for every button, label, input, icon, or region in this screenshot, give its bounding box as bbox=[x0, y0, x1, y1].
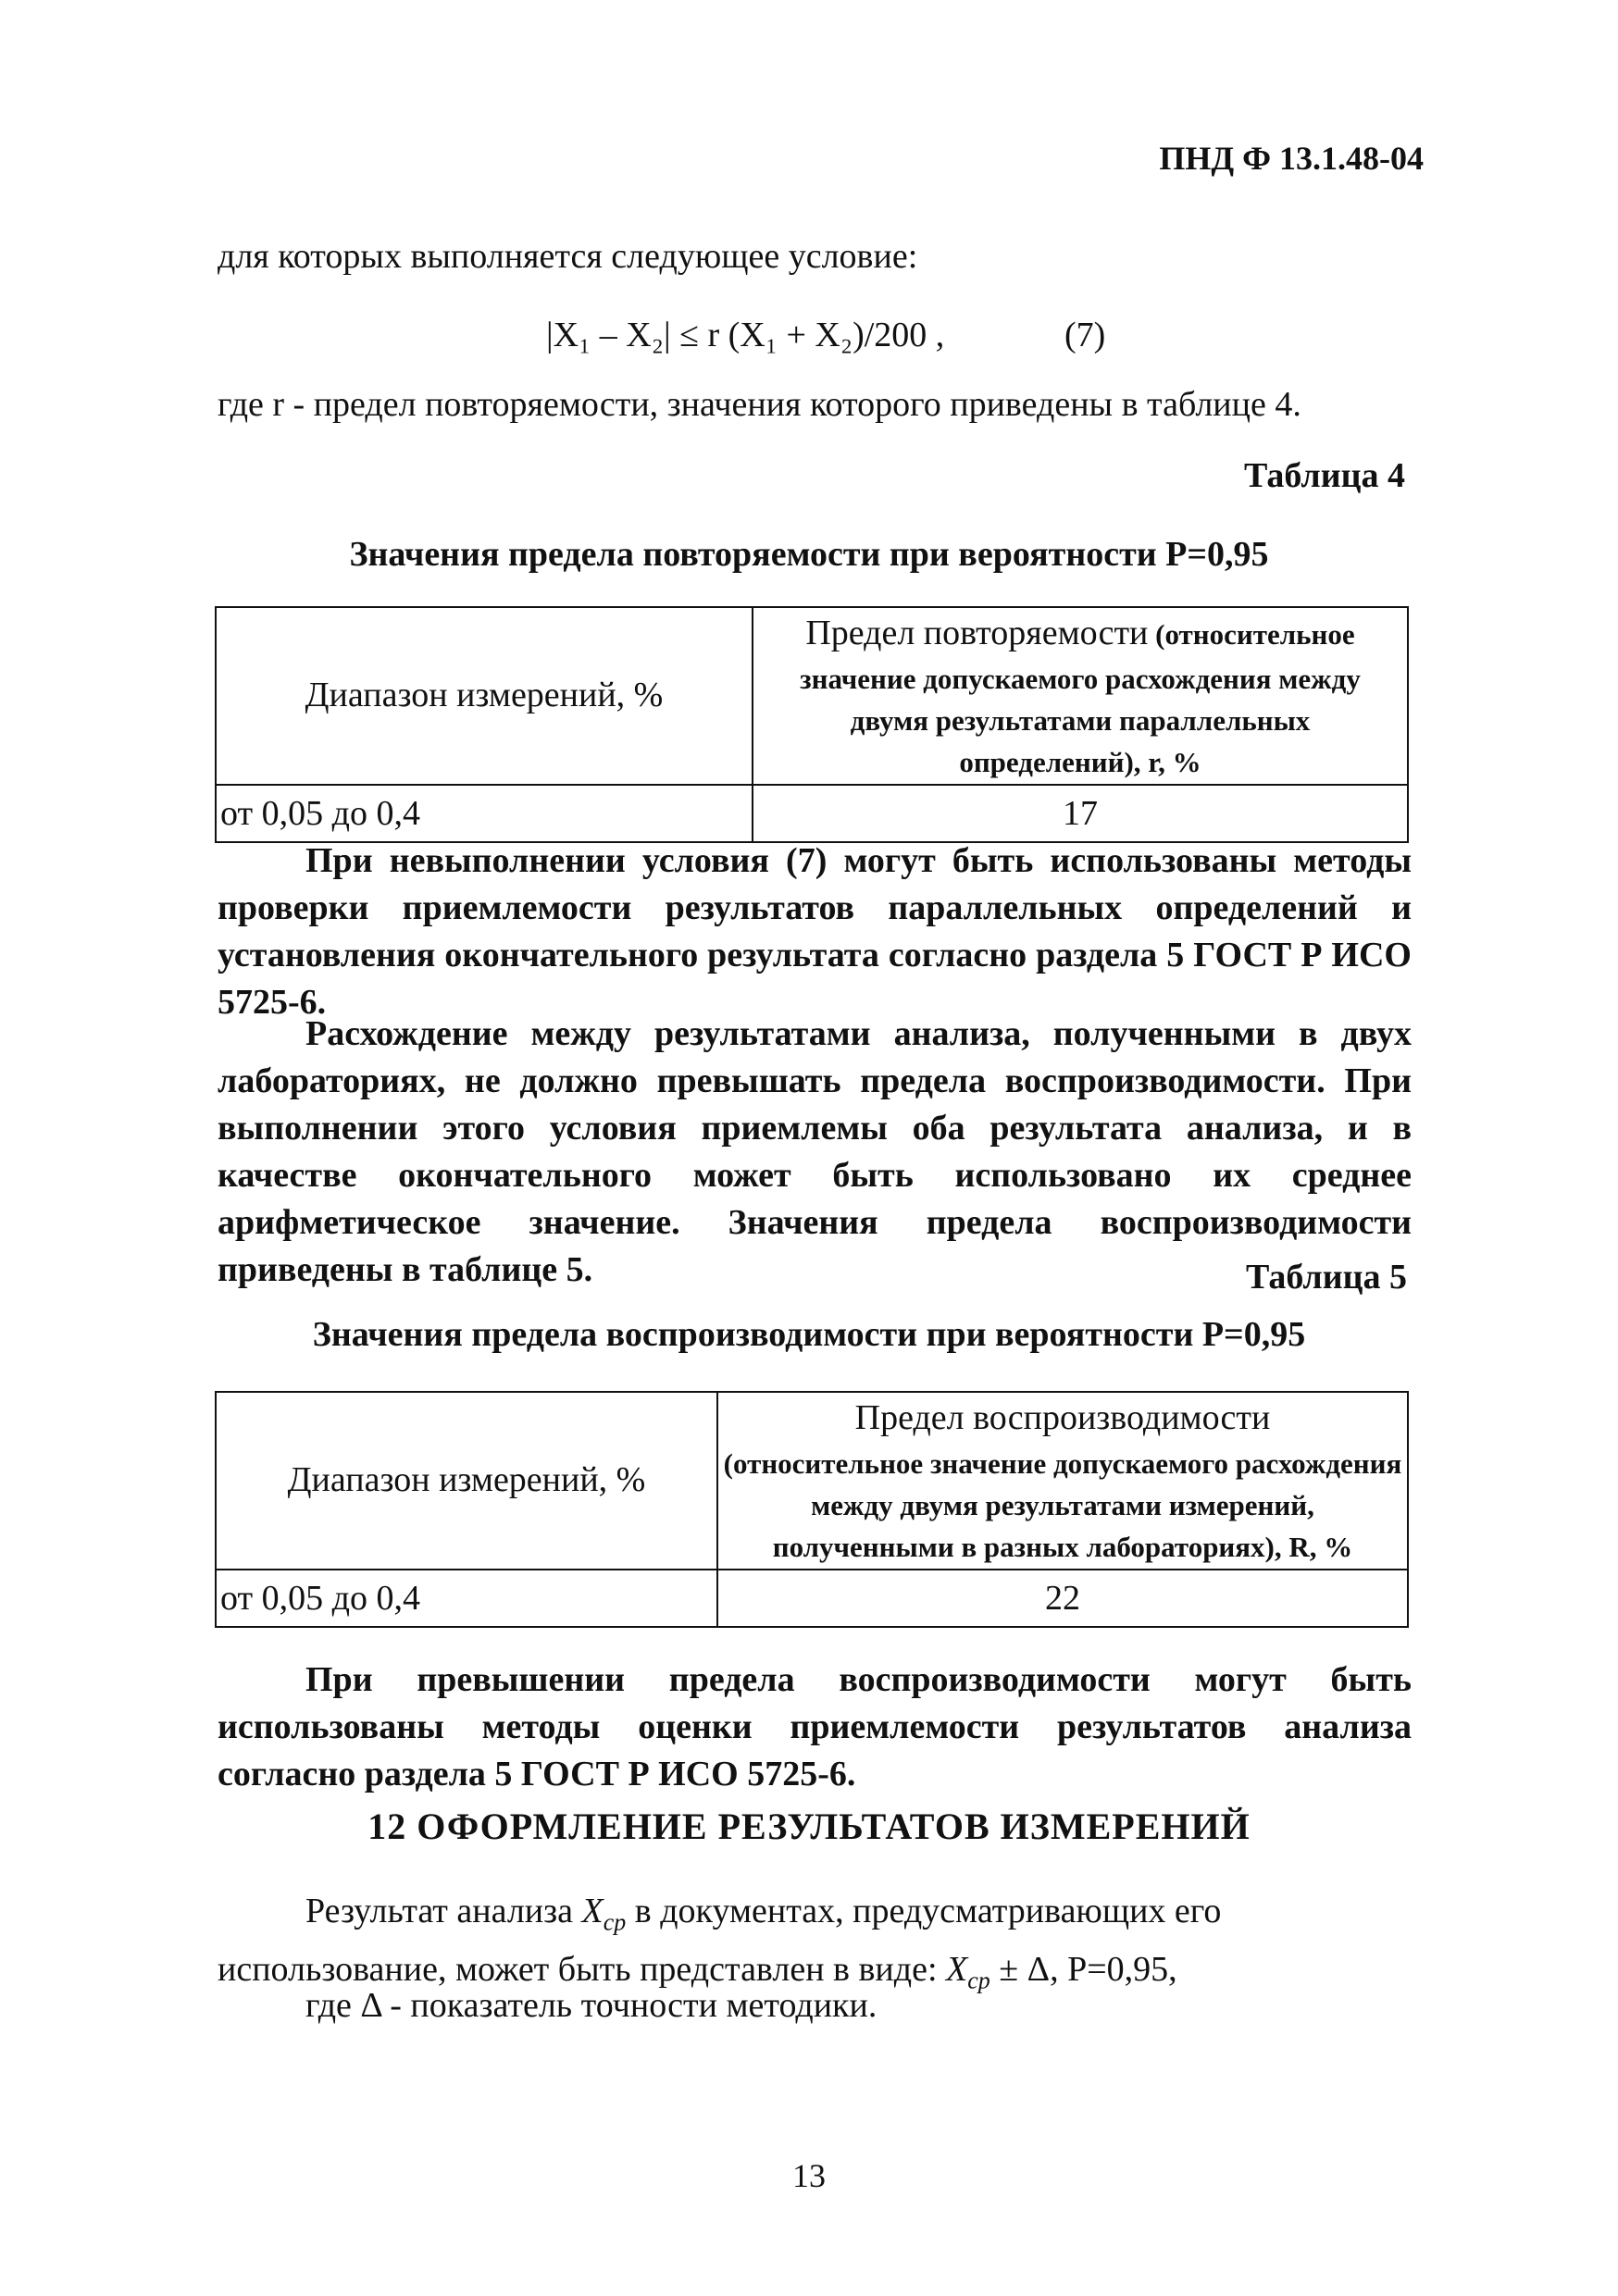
table-row bbox=[216, 1570, 1408, 1627]
table5-header-col2 bbox=[717, 1392, 1408, 1570]
paragraph-1 bbox=[218, 838, 1412, 1026]
table5-header-row bbox=[216, 1392, 1408, 1570]
where-r-text: где r - предел повторяемости, значения которого приведены в таблице 4. bbox=[218, 385, 1301, 424]
table5-title: Значения предела воспроизводимости при вероятности P=0,95 bbox=[312, 1315, 1306, 1354]
table4-value-cell: 17 bbox=[753, 785, 1408, 842]
paragraph-2-text: Расхождение между результатами анализа, полученными в двух лабораториях, не должно превышать предела воспроизводимости. При выполнении этого условия приемлемы оба результата анализа, и в качестве окончательного может быть использовано их среднее арифметическое значение. Значения предела воспроизводимости приведены в таблице 5. bbox=[218, 1014, 1412, 1289]
formula-expression: |X₁ – X₂| ≤ r (X₁ + X₂)/200 , bbox=[546, 316, 945, 354]
result-text-part1: Результат анализа bbox=[305, 1892, 573, 1930]
result-symbol-xcp: $X_{cp}$ bbox=[581, 1892, 627, 1936]
table4-label: Таблица 4 bbox=[1243, 456, 1405, 495]
table5 bbox=[215, 1391, 1409, 1628]
table4-header-col2-rest: (относительное значение допускаемого расхождения между двумя результатами параллельных определений), r, % bbox=[800, 618, 1361, 778]
table4 bbox=[215, 606, 1409, 843]
formula-7 bbox=[546, 315, 1105, 355]
paragraph-1-text: При невыполнении условия (7) могут быть использованы методы проверки приемлемости результатов параллельных определений и установления окончательного результата согласно раздела 5 ГОСТ Р ИСО 5725-6. bbox=[218, 841, 1412, 1022]
intro-text: для которых выполняется следующее условие: bbox=[218, 237, 918, 276]
table5-header-col2-main: Предел воспроизводимости bbox=[854, 1398, 1271, 1437]
table4-header-col1: Диапазон измерений, % bbox=[216, 607, 753, 785]
section-12-title: 12 ОФОРМЛЕНИЕ РЕЗУЛЬТАТОВ ИЗМЕРЕНИЙ bbox=[367, 1806, 1251, 1847]
table5-header-col1: Диапазон измерений, % bbox=[216, 1392, 717, 1570]
document-code: ПНД Ф 13.1.48-04 bbox=[1159, 140, 1424, 177]
paragraph-3-text: При превышении предела воспроизводимости могут быть использованы методы оценки приемлемости результатов анализа согласно раздела 5 ГОСТ Р ИСО 5725-6. bbox=[218, 1660, 1412, 1793]
result-text-part2: в документах, предусматривающих его использование, может быть представлен в виде: bbox=[218, 1892, 1222, 1989]
where-delta-text: где Δ - показатель точности методики. bbox=[305, 1986, 877, 2025]
table4-title: Значения предела повторяемости при вероятности P=0,95 bbox=[349, 535, 1269, 574]
page-number: 13 bbox=[792, 2157, 826, 2194]
paragraph-2 bbox=[218, 1011, 1412, 1294]
table4-header-col2 bbox=[753, 607, 1408, 785]
table4-range-cell: от 0,05 до 0,4 bbox=[216, 785, 753, 842]
table-row bbox=[216, 785, 1408, 842]
result-symbol-xcp-2: $X_{cp}$ bbox=[946, 1949, 990, 1994]
table4-header-col2-main: Предел повторяемости bbox=[805, 614, 1149, 652]
table5-header-col2-rest: (относительное значение допускаемого расхождения между двумя результатами измерений, полученными в разных лабораториях), R, % bbox=[723, 1447, 1402, 1563]
table5-label: Таблица 5 bbox=[1245, 1258, 1407, 1297]
result-text-part3: ± Δ, P=0,95, bbox=[999, 1949, 1177, 1989]
paragraph-3 bbox=[218, 1657, 1412, 1798]
formula-number: (7) bbox=[1064, 316, 1106, 354]
table5-range-cell: от 0,05 до 0,4 bbox=[216, 1570, 717, 1627]
table5-value-cell: 22 bbox=[717, 1570, 1408, 1627]
table4-header-row bbox=[216, 607, 1408, 785]
